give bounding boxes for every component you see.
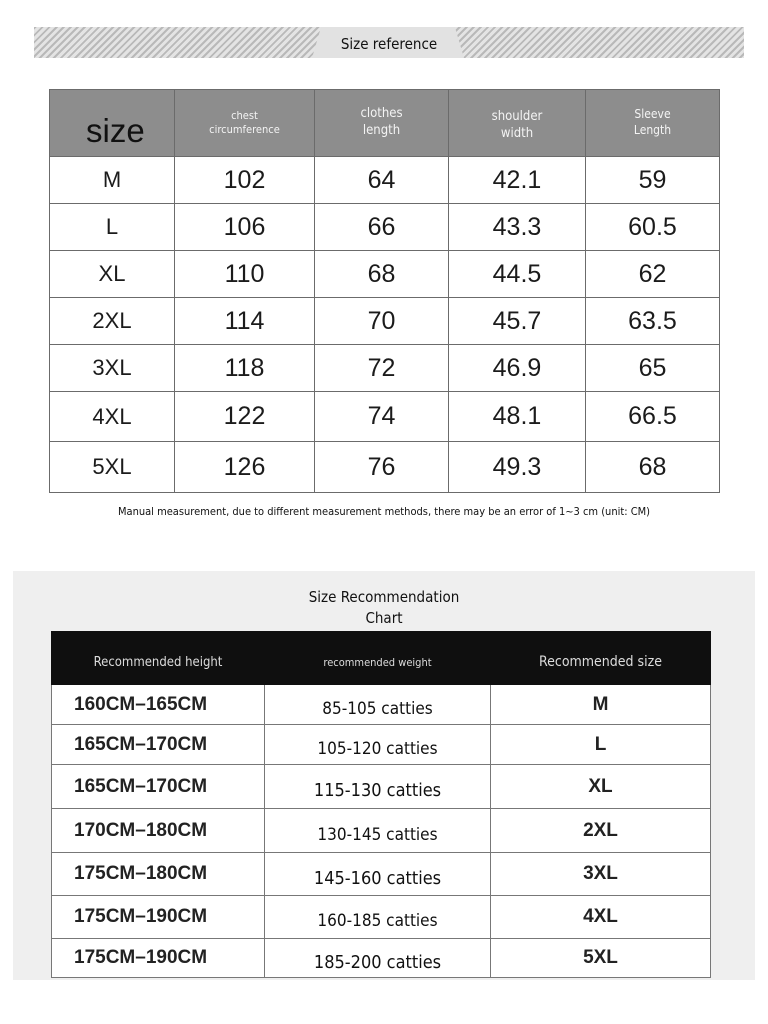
cell-size: XL: [491, 765, 711, 809]
table-row: [52, 685, 711, 725]
cell-chest: 106: [175, 204, 315, 251]
cell-chest: 102: [175, 157, 315, 204]
cell-height: 170CM–180CM: [52, 809, 265, 853]
cell-size: 5XL: [491, 939, 711, 978]
table-row: [52, 896, 711, 939]
cell-height: 175CM–180CM: [52, 853, 265, 896]
cell-length: 74: [315, 392, 449, 442]
cell-weight: 145-160 catties: [265, 853, 491, 896]
cell-shoulder: 48.1: [449, 392, 586, 442]
cell-size: 3XL: [491, 853, 711, 896]
table-row: [50, 442, 720, 493]
cell-sleeve: 59: [586, 157, 720, 204]
table-row: [50, 204, 720, 251]
header-chest: chest circumference: [175, 90, 315, 157]
table-row: [52, 939, 711, 978]
cell-size: 2XL: [491, 809, 711, 853]
table-row: [50, 298, 720, 345]
table-row: [50, 392, 720, 442]
cell-weight: 115-130 catties: [265, 765, 491, 809]
header-recommended-weight: recommended weight: [265, 632, 491, 685]
cell-sleeve: 62: [586, 251, 720, 298]
cell-sleeve: 60.5: [586, 204, 720, 251]
cell-height: 175CM–190CM: [52, 896, 265, 939]
cell-weight: 160-185 catties: [265, 896, 491, 939]
cell-chest: 118: [175, 345, 315, 392]
cell-size: 4XL: [50, 392, 175, 442]
cell-length: 70: [315, 298, 449, 345]
header-shoulder-width: shoulder width: [449, 90, 586, 157]
cell-size: L: [50, 204, 175, 251]
header-recommended-height: Recommended height: [52, 632, 265, 685]
cell-shoulder: 44.5: [449, 251, 586, 298]
size-recommendation-table: [51, 631, 711, 978]
cell-shoulder: 46.9: [449, 345, 586, 392]
cell-sleeve: 68: [586, 442, 720, 493]
cell-shoulder: 45.7: [449, 298, 586, 345]
table-row: [52, 809, 711, 853]
cell-size: M: [50, 157, 175, 204]
header-clothes-length: clothes length: [315, 90, 449, 157]
cell-length: 66: [315, 204, 449, 251]
cell-size: M: [491, 685, 711, 725]
table-row: [50, 251, 720, 298]
table-row: [52, 765, 711, 809]
table-header-row: [52, 632, 711, 685]
cell-sleeve: 66.5: [586, 392, 720, 442]
cell-size: 5XL: [50, 442, 175, 493]
cell-weight: 105-120 catties: [265, 725, 491, 765]
header-recommended-size: Recommended size: [491, 632, 711, 685]
cell-size: 4XL: [491, 896, 711, 939]
cell-length: 76: [315, 442, 449, 493]
cell-chest: 114: [175, 298, 315, 345]
measurement-note: Manual measurement, due to different measurement methods, there may be an error of 1~3 cm (unit: CM): [117, 505, 651, 518]
cell-sleeve: 65: [586, 345, 720, 392]
cell-length: 64: [315, 157, 449, 204]
cell-sleeve: 63.5: [586, 298, 720, 345]
cell-weight: 130-145 catties: [265, 809, 491, 853]
header-size: size: [50, 90, 175, 157]
cell-length: 72: [315, 345, 449, 392]
table-header-row: [50, 90, 720, 157]
banner-title: Size reference: [340, 35, 438, 53]
cell-height: 165CM–170CM: [52, 765, 265, 809]
cell-height: 165CM–170CM: [52, 725, 265, 765]
cell-size: XL: [50, 251, 175, 298]
cell-shoulder: 42.1: [449, 157, 586, 204]
header-sleeve-length: Sleeve Length: [586, 90, 720, 157]
table-row: [50, 157, 720, 204]
cell-chest: 110: [175, 251, 315, 298]
cell-height: 175CM–190CM: [52, 939, 265, 978]
cell-chest: 122: [175, 392, 315, 442]
table-row: [52, 853, 711, 896]
cell-length: 68: [315, 251, 449, 298]
cell-shoulder: 43.3: [449, 204, 586, 251]
table-row: [52, 725, 711, 765]
size-reference-banner: [34, 27, 744, 58]
cell-weight: 85-105 catties: [265, 685, 491, 725]
size-reference-table: [49, 89, 720, 493]
cell-size: L: [491, 725, 711, 765]
cell-shoulder: 49.3: [449, 442, 586, 493]
cell-weight: 185-200 catties: [265, 939, 491, 978]
cell-height: 160CM–165CM: [52, 685, 265, 725]
cell-size: 3XL: [50, 345, 175, 392]
table-row: [50, 345, 720, 392]
recommendation-title: Size Recommendation Chart: [308, 588, 460, 627]
cell-size: 2XL: [50, 298, 175, 345]
cell-chest: 126: [175, 442, 315, 493]
